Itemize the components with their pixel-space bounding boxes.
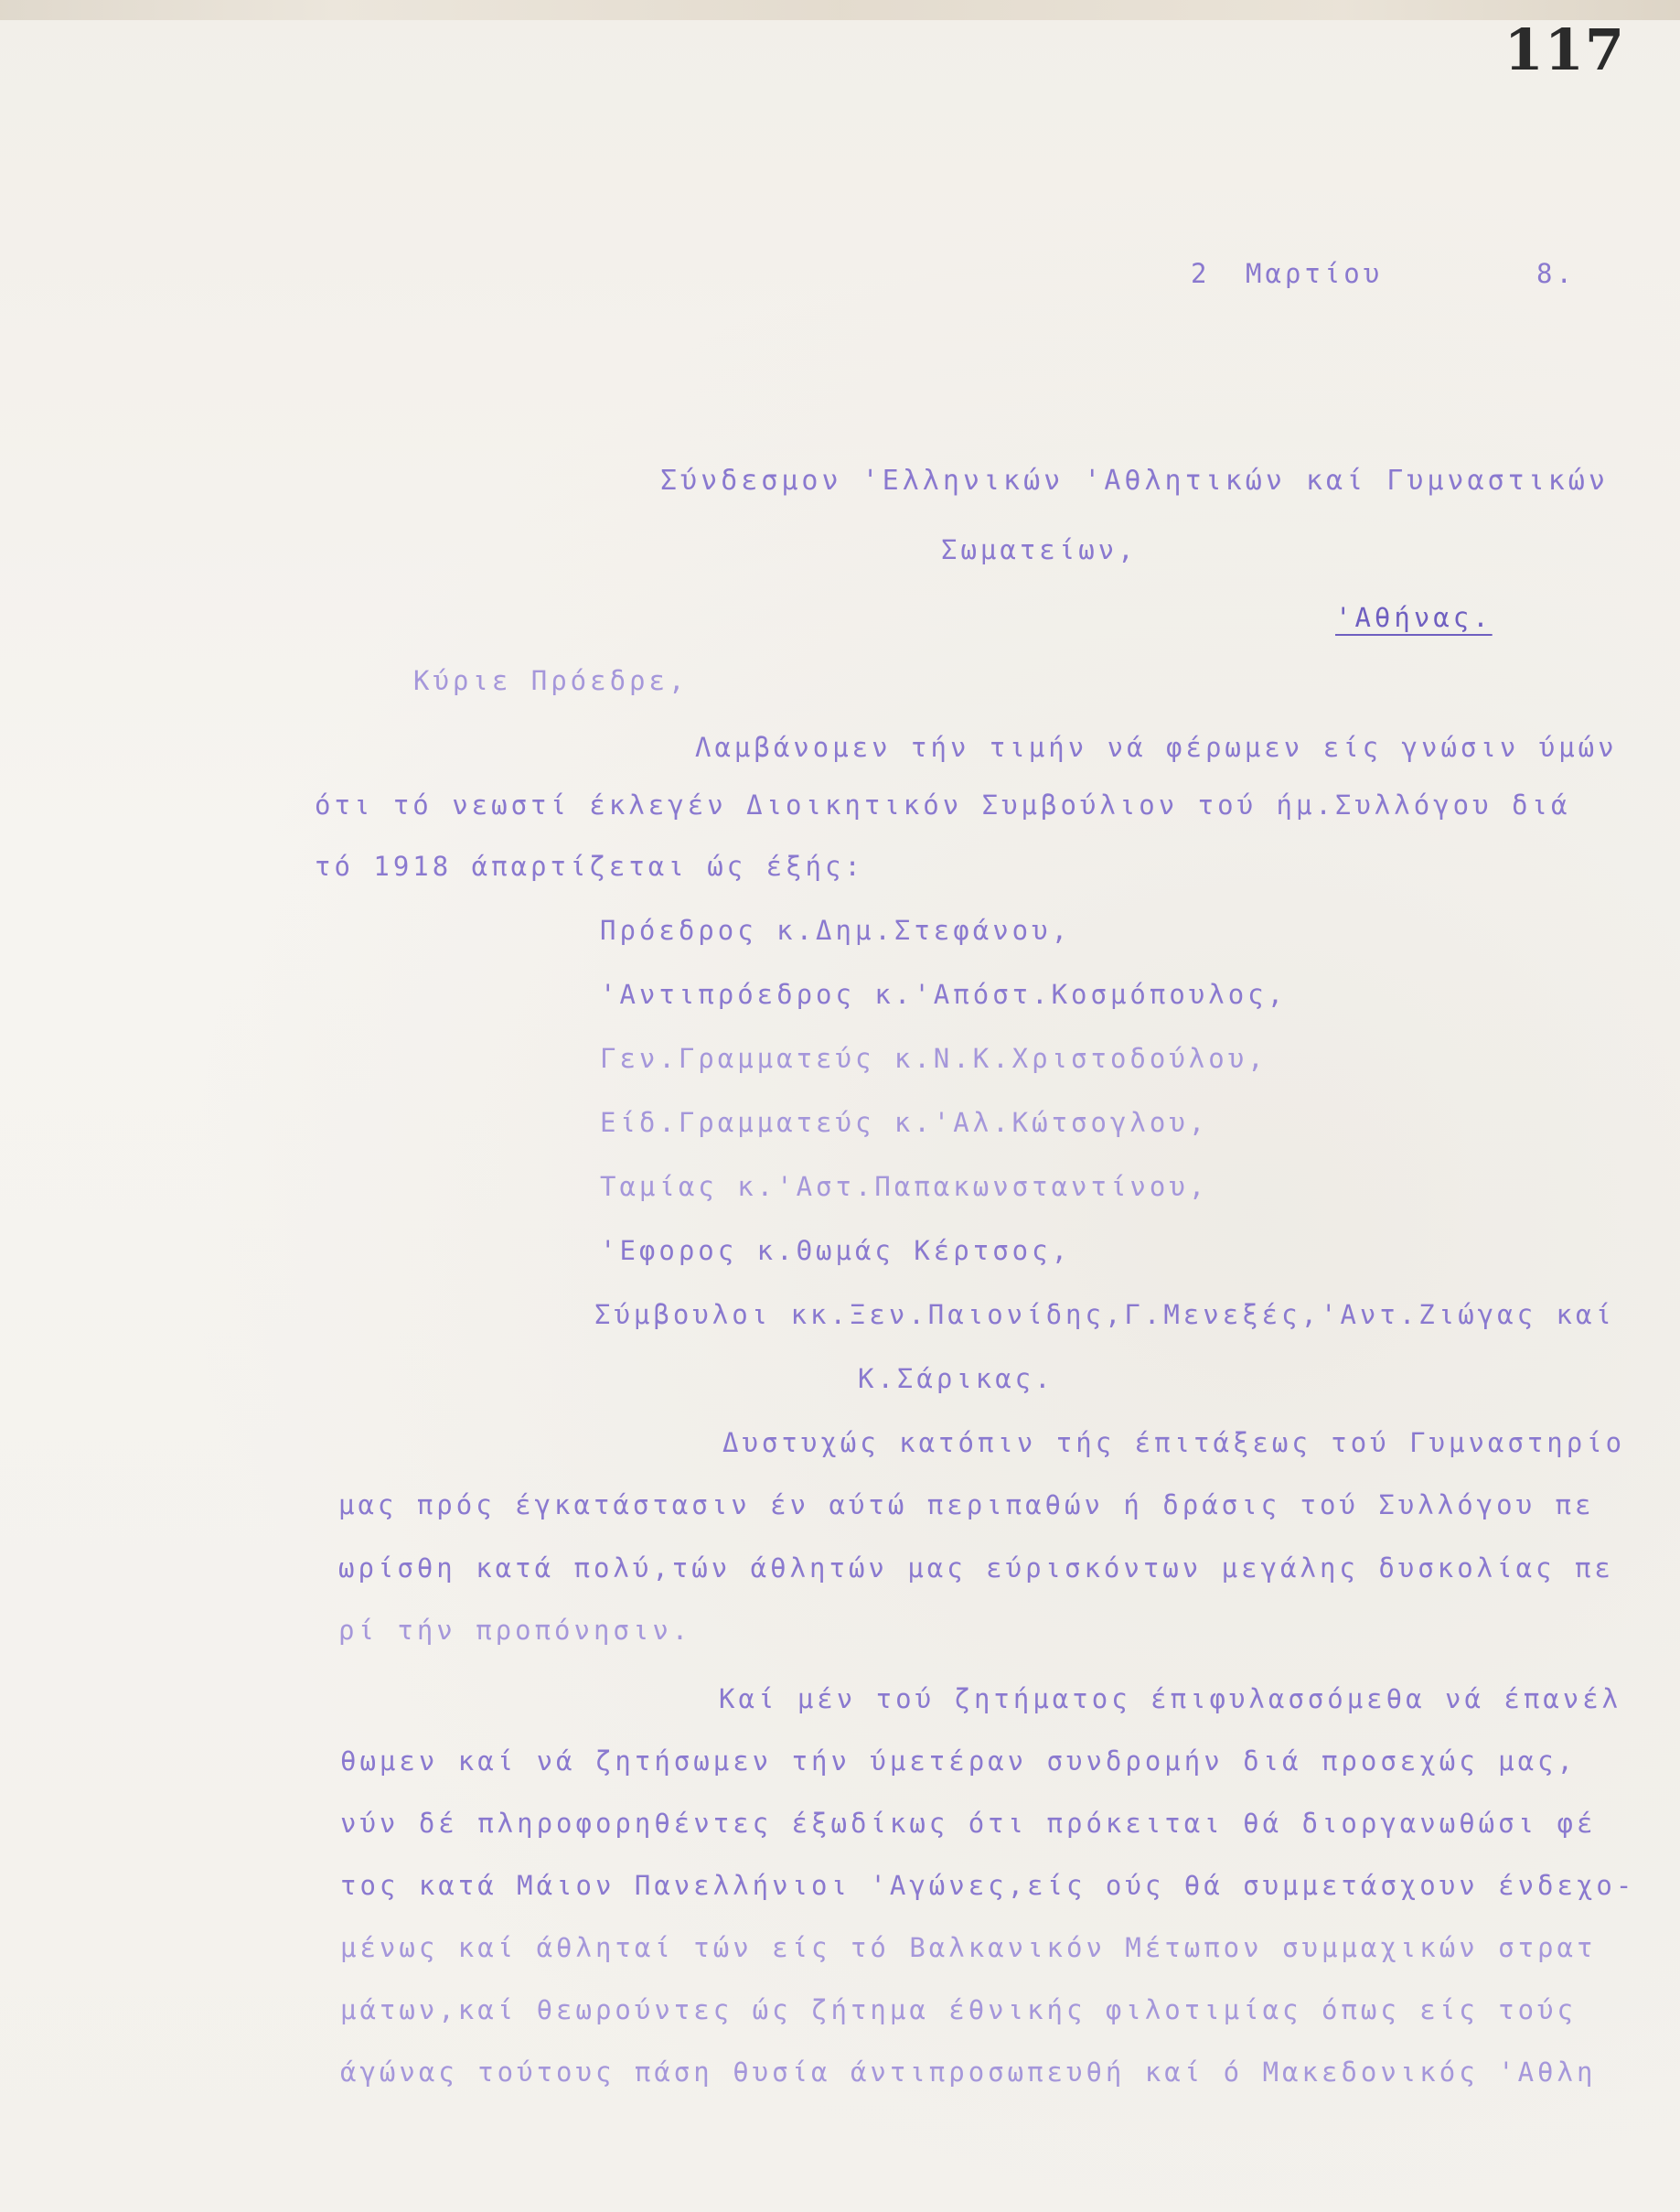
- para3-line-1: Καί μέν τού ζητήματος έπιφυλασσόμεθα νά έπανέλ: [719, 1683, 1622, 1714]
- date-day: 2: [1191, 258, 1211, 289]
- recipient-line-1: Σύνδεσμον 'Ελληνικών 'Αθλητικών καί Γυμναστικών: [660, 465, 1609, 497]
- para1-line-2: ότι τό νεωστί έκλεγέν Διοικητικόν Συμβούλιον τού ήμ.Συλλόγου διά: [315, 789, 1571, 821]
- para3-line-3: νύν δέ πληροφορηθέντες έξωδίκως ότι πρόκειται θά διοργανωθώσι φέ: [340, 1808, 1597, 1839]
- board-member-6: 'Εφορος κ.Θωμάς Κέρτσος,: [600, 1235, 1072, 1266]
- date-month: Μαρτίου: [1246, 258, 1384, 289]
- recipient-city: 'Αθήνας.: [1335, 602, 1493, 633]
- date-year-suffix: 8.: [1536, 258, 1576, 289]
- board-member-2: 'Αντιπρόεδρος κ.'Απόστ.Κοσμόπουλος,: [600, 979, 1288, 1010]
- board-member-3: Γεν.Γραμματεύς κ.Ν.Κ.Χριστοδούλου,: [600, 1043, 1268, 1074]
- board-member-8: Κ.Σάρικας.: [858, 1363, 1054, 1394]
- para2-line-2: μας πρός έγκατάστασιν έν αύτώ περιπαθών ή δράσις τού Συλλόγου πε: [338, 1489, 1595, 1520]
- para3-line-6: μάτων,καί θεωρούντες ώς ζήτημα έθνικής φιλοτιμίας όπως είς τούς: [340, 1994, 1577, 2025]
- para3-line-2: θωμεν καί νά ζητήσωμεν τήν ύμετέραν συνδρομήν διά προσεχώς μας,: [340, 1745, 1577, 1777]
- para2-line-4: ρί τήν προπόνησιν.: [338, 1615, 692, 1646]
- para1-line-1: Λαμβάνομεν τήν τιμήν νά φέρωμεν είς γνώσιν ύμών: [695, 732, 1618, 763]
- salutation: Κύριε Πρόεδρε,: [413, 665, 689, 696]
- board-member-1: Πρόεδρος κ.Δημ.Στεφάνου,: [600, 915, 1072, 946]
- page-number: 117: [1503, 16, 1625, 83]
- para2-line-1: Δυστυχώς κατόπιν τής έπιτάξεως τού Γυμναστηρίο: [722, 1427, 1626, 1458]
- para2-line-3: ωρίσθη κατά πολύ,τών άθλητών μας εύρισκόντων μεγάλης δυσκολίας πε: [338, 1552, 1614, 1584]
- board-member-5: Ταμίας κ.'Αστ.Παπακωνσταντίνου,: [600, 1171, 1209, 1202]
- board-member-7: Σύμβουλοι κκ.Ξεν.Παιονίδης,Γ.Μενεξές,'Αντ.Ζιώγας καί: [594, 1299, 1615, 1330]
- para1-line-3: τό 1918 άπαρτίζεται ώς έξής:: [315, 851, 864, 882]
- recipient-line-2: Σωματείων,: [941, 534, 1138, 565]
- para3-line-7: άγώνας τούτους πάση θυσία άντιπροσωπευθή καί ό Μακεδονικός 'Αθλη: [340, 2056, 1597, 2088]
- top-edge-tape: [0, 0, 1680, 20]
- para3-line-5: μένως καί άθληταί τών είς τό Βαλκανικόν Μέτωπον συμμαχικών στρατ: [340, 1932, 1597, 1963]
- para3-line-4: τος κατά Μάιον Πανελλήνιοι 'Αγώνες,είς ούς θά συμμετάσχουν ένδεχο-: [340, 1870, 1636, 1901]
- board-member-4: Είδ.Γραμματεύς κ.'Αλ.Κώτσογλου,: [600, 1107, 1209, 1138]
